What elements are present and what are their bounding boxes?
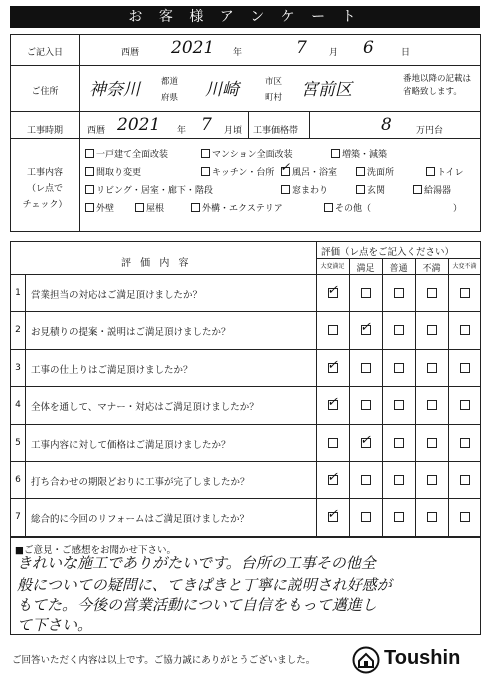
rating-check-mark: ✓ <box>327 395 338 411</box>
rating-checkbox[interactable] <box>460 288 470 298</box>
comment-line-4: て下さい。 <box>17 616 93 634</box>
question-number: 6 <box>15 475 21 485</box>
rating-check-mark: ✓ <box>360 320 371 336</box>
address-prefecture: 神奈川 <box>89 80 140 100</box>
brand-logo <box>352 643 480 677</box>
date-month: 7 <box>296 38 307 58</box>
rating-checkbox[interactable] <box>427 325 437 335</box>
rating-checkbox[interactable] <box>361 400 371 410</box>
checkbox[interactable] <box>85 149 94 158</box>
rating-check-mark: ✓ <box>327 507 338 523</box>
rating-checkbox[interactable] <box>328 438 338 448</box>
evaluation-table <box>10 241 481 537</box>
work-option[interactable] <box>280 160 338 178</box>
brand-name: Toushin <box>384 647 461 669</box>
work-option-label: 玄関 <box>367 186 386 196</box>
checkbox[interactable] <box>331 149 340 158</box>
work-option-label: トイレ <box>437 168 464 178</box>
work-month: 7 <box>201 115 212 135</box>
address-label: ご住所 <box>31 87 59 97</box>
rating-checkbox[interactable] <box>460 363 470 373</box>
work-option-label: その他（ <box>335 204 372 214</box>
pref-suffix-2: 府県 <box>161 93 179 103</box>
question-text: 総合的に今回のリフォームはご満足頂けましたか？ <box>31 514 250 526</box>
rating-check-mark: ✓ <box>327 357 338 373</box>
question-text: 営業担当の対応はご満足頂けましたか？ <box>31 290 203 301</box>
work-option[interactable] <box>324 201 371 214</box>
rating-level-header: 大変満足 <box>320 263 345 270</box>
comments-label: ■ご意見・ご感想をお聞かせ下さい。 <box>15 545 176 556</box>
work-option-label: 洗面所 <box>367 168 395 178</box>
question-number: 2 <box>15 325 21 336</box>
date-label: ご記入日 <box>26 48 63 58</box>
city-suffix-1: 市区 <box>265 77 283 87</box>
rating-checkbox[interactable] <box>394 288 404 298</box>
checkbox[interactable] <box>324 203 333 212</box>
address-note: 番地以降の記載は省略致します。 <box>403 74 472 97</box>
rating-checkbox[interactable] <box>460 438 470 448</box>
date-year: 2021 <box>171 38 215 58</box>
rating-checkbox[interactable] <box>460 512 470 522</box>
pref-suffix-1: 都道 <box>161 77 179 87</box>
rating-level-header: 普通 <box>389 264 408 274</box>
work-option-label: 風呂・浴室 <box>292 168 338 178</box>
work-option-label: 給湯器 <box>424 186 452 196</box>
rating-checkbox[interactable] <box>361 363 371 373</box>
work-option-label: キッチン・台所 <box>212 168 275 178</box>
rating-level-header: 満足 <box>356 264 375 274</box>
rating-checkbox[interactable] <box>427 288 437 298</box>
content-note-2: チェック） <box>22 200 68 210</box>
checkbox[interactable] <box>201 149 210 158</box>
work-option[interactable] <box>201 147 293 160</box>
work-option[interactable] <box>85 147 168 160</box>
rating-checkbox[interactable] <box>460 400 470 410</box>
rating-checkbox[interactable] <box>427 475 437 485</box>
rating-checkbox[interactable] <box>328 325 338 335</box>
work-period-label: 工事時期 <box>26 126 63 136</box>
date-day: 6 <box>363 38 374 58</box>
rating-checkbox[interactable] <box>361 288 371 298</box>
work-month-unit: 月頃 <box>224 126 243 136</box>
address-city: 川崎 <box>205 80 239 100</box>
work-option[interactable] <box>201 165 274 178</box>
question-number: 1 <box>15 288 21 298</box>
price-unit: 万円台 <box>416 126 444 136</box>
checkbox[interactable] <box>85 167 94 176</box>
question-text: 工事内容に対して価格はご満足頂けましたか？ <box>31 439 231 451</box>
checkbox[interactable] <box>281 185 290 194</box>
price-label: 工事価格帯 <box>253 126 299 136</box>
question-text: お見積りの提案・説明はご満足頂けましたか？ <box>31 327 231 339</box>
checkbox[interactable] <box>426 167 435 176</box>
city-suffix-2: 町村 <box>265 93 283 103</box>
rating-checkbox[interactable] <box>361 475 371 485</box>
work-option[interactable] <box>135 201 164 214</box>
other-close-paren: ） <box>453 204 463 214</box>
rating-level-header: 大変不満 <box>452 263 477 270</box>
work-option[interactable] <box>331 147 387 160</box>
checkbox[interactable] <box>356 167 365 176</box>
work-option-label: 外壁 <box>96 204 115 214</box>
rating-checkbox[interactable] <box>427 438 437 448</box>
eval-content-header: 評 価 内 容 <box>121 258 192 269</box>
rating-checkbox[interactable] <box>394 325 404 335</box>
work-option-label: 間取り変更 <box>96 168 142 178</box>
question-number: 3 <box>15 362 21 373</box>
rating-checkbox[interactable] <box>427 512 437 522</box>
work-option-label: 外構・エクステリア <box>202 204 283 214</box>
question-text: 打ち合わせの期限どおりに工事が完了しましたか？ <box>31 477 250 488</box>
work-option-label: マンション全面改装 <box>212 150 293 160</box>
work-option-label: 一戸建て全面改装 <box>96 150 169 160</box>
comment-line-2: 般についての疑問に、てきぱきと丁寧に説明され好感が <box>17 576 392 594</box>
checkbox[interactable] <box>85 203 94 212</box>
work-option[interactable] <box>281 183 328 196</box>
rating-checkbox[interactable] <box>394 475 404 485</box>
work-option[interactable] <box>191 201 283 214</box>
rating-checkbox[interactable] <box>427 363 437 373</box>
work-year: 2021 <box>117 115 161 135</box>
work-option[interactable] <box>85 201 114 214</box>
question-number: 7 <box>15 512 21 523</box>
rating-checkbox[interactable] <box>460 475 470 485</box>
rating-checkbox[interactable] <box>460 325 470 335</box>
work-option-label: リビング・居室・廊下・階段 <box>96 186 213 196</box>
rating-checkbox[interactable] <box>361 512 371 522</box>
work-year-unit: 年 <box>177 126 187 136</box>
checkbox[interactable] <box>191 203 200 212</box>
question-text: 工事の仕上りはご満足頂けましたか？ <box>31 364 193 376</box>
checkbox[interactable] <box>413 185 422 194</box>
rating-checkbox[interactable] <box>394 438 404 448</box>
work-option[interactable] <box>85 165 141 178</box>
rating-checkbox[interactable] <box>394 512 404 522</box>
comments-section <box>10 537 481 635</box>
work-option-label: 窓まわり <box>292 186 329 196</box>
work-option-label: 増築・減築 <box>342 150 388 160</box>
rating-checkbox[interactable] <box>394 363 404 373</box>
work-option[interactable] <box>85 183 213 196</box>
rating-check-mark: ✓ <box>327 283 338 298</box>
question-text: 全体を通して、マナー・対応はご満足頂けましたか？ <box>31 402 259 414</box>
eval-rating-header: 評価（レ点をご記入ください） <box>321 247 455 258</box>
rating-checkbox[interactable] <box>394 400 404 410</box>
rating-checkbox[interactable] <box>427 400 437 410</box>
footer-text: ご回答いただく内容は以上です。ご協力誠にありがとうございました。 <box>12 655 316 666</box>
rating-check-mark: ✓ <box>360 432 371 448</box>
work-option-check-mark: ✓ <box>280 160 291 174</box>
checkbox[interactable] <box>135 203 144 212</box>
checkbox[interactable] <box>85 185 94 194</box>
comment-line-1: きれいな施工でありがたいです。台所の工事その他全 <box>17 554 376 572</box>
address-ward: 宮前区 <box>301 80 352 100</box>
date-era: 西暦 <box>121 48 140 58</box>
date-day-unit: 日 <box>401 48 411 58</box>
date-month-unit: 月 <box>329 48 339 58</box>
comment-line-3: もてた。今後の営業活動について自信をもって邁進し <box>17 596 377 614</box>
content-label: 工事内容 <box>26 168 63 178</box>
work-option[interactable] <box>356 183 385 196</box>
work-option-label: 屋根 <box>146 204 165 214</box>
question-number: 5 <box>15 437 21 448</box>
work-option[interactable] <box>426 165 464 178</box>
question-number: 4 <box>15 400 21 411</box>
price-value: 8 <box>381 115 392 135</box>
date-year-unit: 年 <box>233 48 243 58</box>
content-note-1: （レ点で <box>26 184 63 194</box>
checkbox[interactable] <box>356 185 365 194</box>
header-section <box>10 34 481 232</box>
house-logo-icon <box>352 646 380 674</box>
work-option[interactable] <box>413 183 451 196</box>
rating-level-header: 不満 <box>422 264 441 274</box>
page-title: お 客 様 ア ン ケ ー ト <box>10 6 480 28</box>
checkbox[interactable] <box>201 167 210 176</box>
work-era: 西暦 <box>87 126 106 136</box>
rating-check-mark: ✓ <box>327 470 338 485</box>
work-option[interactable] <box>356 165 394 178</box>
